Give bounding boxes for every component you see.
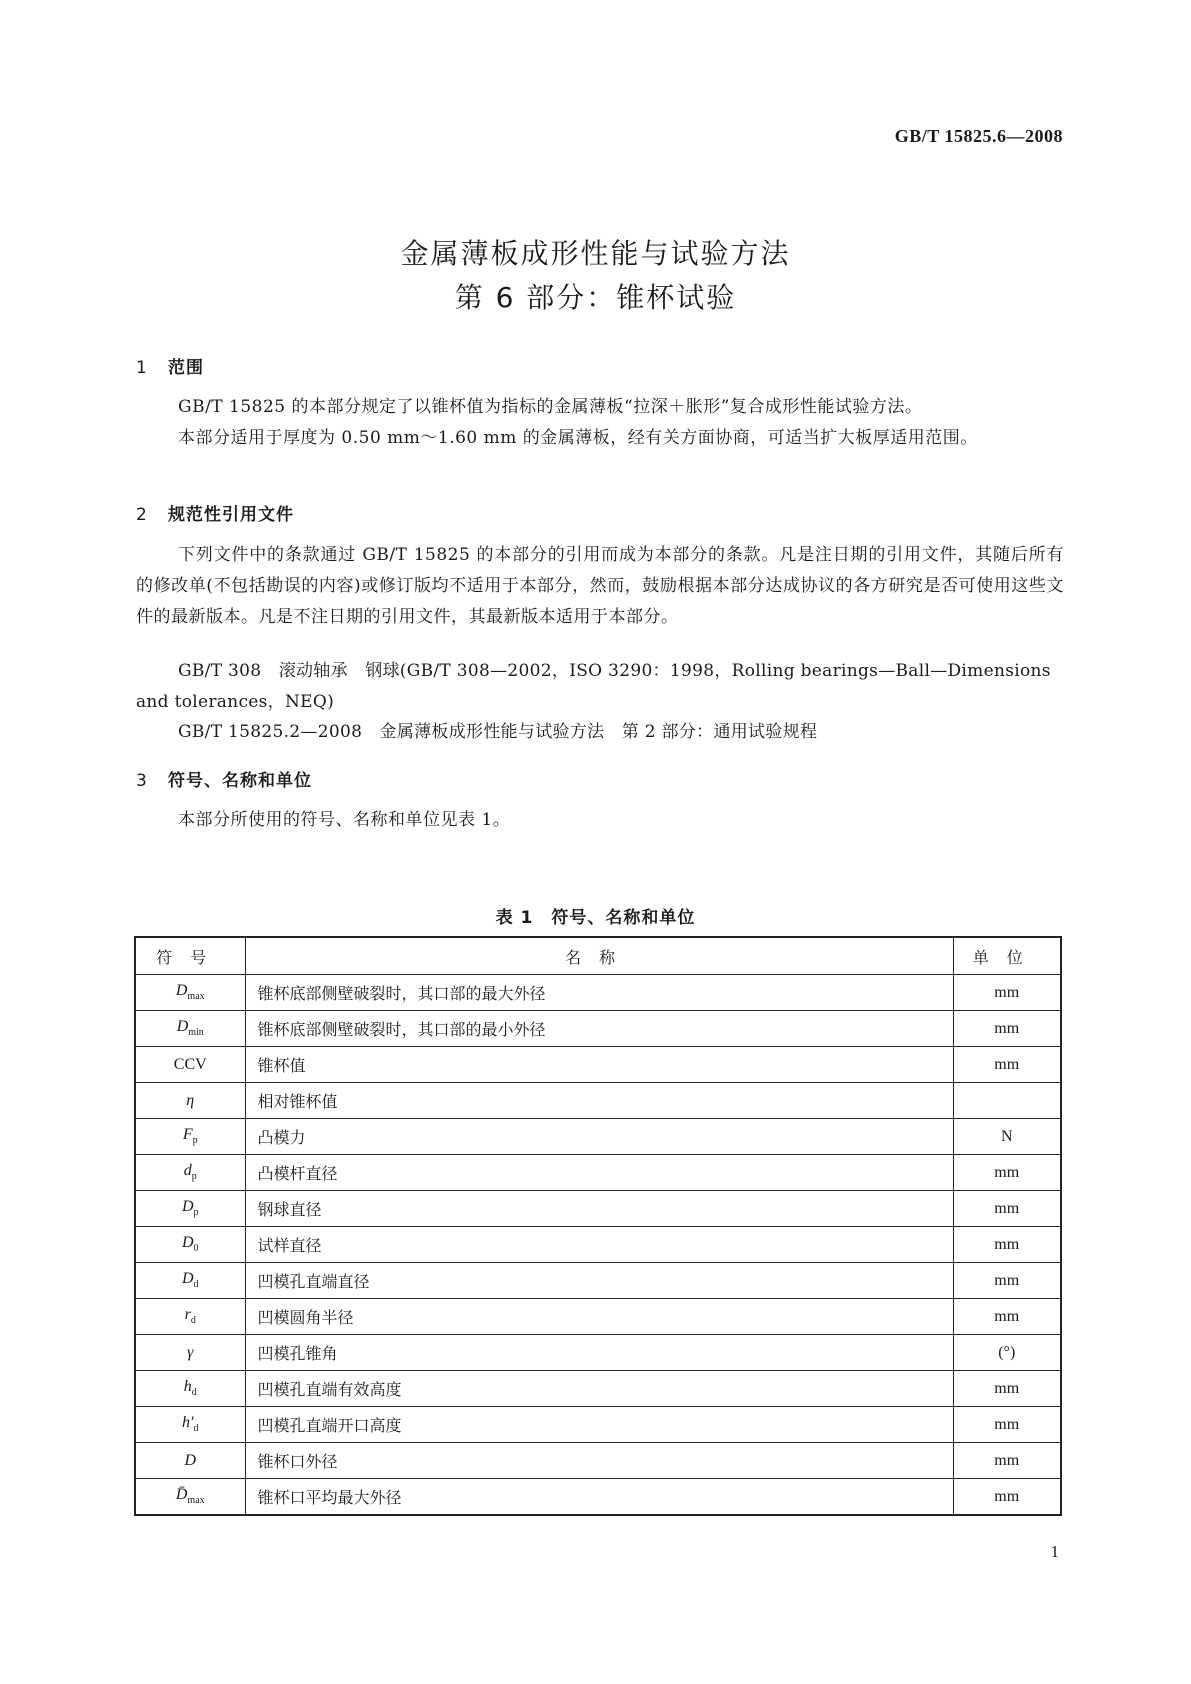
- unit-cell: N: [953, 1119, 1061, 1155]
- table-row: [135, 1011, 1061, 1047]
- symbol-letter: r: [184, 1306, 191, 1324]
- table-caption: 表 1 符号、名称和单位: [495, 908, 696, 928]
- unit-cell: mm: [953, 1299, 1061, 1335]
- name-cell: 凹模圆角半径: [245, 1299, 953, 1335]
- section-number: 1: [136, 358, 148, 378]
- symbol-subscript: d: [190, 1315, 196, 1327]
- unit-cell: mm: [953, 1227, 1061, 1263]
- paragraph: 本部分适用于厚度为 0.50 mm～1.60 mm 的金属薄板，经有关方面协商，可适当扩大板厚适用范围。: [178, 428, 978, 448]
- symbol-cell: [135, 1263, 245, 1299]
- table-row: [135, 1155, 1061, 1191]
- symbol-letter: d: [183, 1162, 192, 1180]
- header-unit: 单位: [953, 937, 1061, 975]
- table-row: [135, 1227, 1061, 1263]
- symbol-letter: D: [181, 1270, 194, 1288]
- symbol-letter: h′: [182, 1414, 194, 1432]
- unit-cell: mm: [953, 975, 1061, 1011]
- name-cell: 锥杯底部侧壁破裂时，其口部的最大外径: [245, 975, 953, 1011]
- symbol-letter: D: [175, 982, 188, 1000]
- table-row: [135, 1119, 1061, 1155]
- symbol-cell: [135, 1335, 245, 1371]
- symbol-subscript: max: [187, 991, 205, 1003]
- symbol-subscript: min: [188, 1027, 204, 1039]
- section-title: 规范性引用文件: [168, 505, 294, 525]
- symbol-cell: [135, 1011, 245, 1047]
- symbol-subscript: d: [191, 1387, 197, 1399]
- symbol-cell: [135, 1479, 245, 1516]
- table-row: [135, 1371, 1061, 1407]
- symbol-letter: CCV: [173, 1055, 207, 1073]
- symbol-subscript: p: [191, 1171, 197, 1183]
- symbol-letter: γ: [187, 1343, 194, 1361]
- symbol-letter: D: [176, 1018, 189, 1036]
- table-row: [135, 1191, 1061, 1227]
- symbol-cell: [135, 1227, 245, 1263]
- symbol-subscript: max: [187, 1495, 205, 1507]
- table-row: [135, 1479, 1061, 1516]
- name-cell: 凹模孔直端直径: [245, 1263, 953, 1299]
- document-subtitle: 第 6 部分：锥杯试验: [454, 281, 737, 314]
- symbol-letter: D: [181, 1198, 194, 1216]
- unit-cell: mm: [953, 1155, 1061, 1191]
- symbol-letter: D: [181, 1234, 194, 1252]
- paragraph: 下列文件中的条款通过 GB/T 15825 的本部分的引用而成为本部分的条款。凡是注日期的引用文件，其随后所有的修改单(不包括勘误的内容)或修订版均不适用于本部分，然而，鼓励根据本部分达成协议的各方研究是否可使用这些文件的最新版本。凡是不注日期的引用文件，其最新版本适用于本部分。: [136, 545, 1064, 627]
- symbol-subscript: p: [192, 1135, 198, 1147]
- name-cell: 凹模孔锥角: [245, 1335, 953, 1371]
- reference-code: GB/T 308: [178, 661, 262, 681]
- symbol-cell: [135, 1299, 245, 1335]
- name-cell: 锥杯值: [245, 1047, 953, 1083]
- name-cell: 锥杯底部侧壁破裂时，其口部的最小外径: [245, 1011, 953, 1047]
- symbol-cell: [135, 1155, 245, 1191]
- section-title: 符号、名称和单位: [168, 771, 312, 791]
- reference-item: [136, 656, 1064, 718]
- table-row: [135, 1407, 1061, 1443]
- paragraph: GB/T 15825 的本部分规定了以锥杯值为指标的金属薄板“拉深＋胀形”复合成形性能试验方法。: [178, 397, 923, 417]
- unit-cell: mm: [953, 1407, 1061, 1443]
- reference-title: 滚动轴承 钢球(GB/T 308—2002，ISO 3290：1998，Rolling bearings—Ball—Dimensions and tolerances，NEQ): [136, 661, 1051, 712]
- table-row: [135, 1335, 1061, 1371]
- unit-cell: mm: [953, 1443, 1061, 1479]
- reference-item: [136, 717, 1064, 748]
- unit-cell: mm: [953, 1263, 1061, 1299]
- reference-code: GB/T 15825.2—2008: [178, 722, 363, 742]
- name-cell: 凸模杆直径: [245, 1155, 953, 1191]
- page-number: 1: [1050, 1542, 1059, 1561]
- name-cell: 凸模力: [245, 1119, 953, 1155]
- section-2-heading: [136, 500, 294, 525]
- name-cell: 锥杯口外径: [245, 1443, 953, 1479]
- symbol-letter: D̄: [175, 1486, 188, 1504]
- table-row: [135, 1443, 1061, 1479]
- symbol-letter: D: [184, 1451, 197, 1469]
- name-cell: 钢球直径: [245, 1191, 953, 1227]
- header-name: 名称: [245, 937, 953, 975]
- name-cell: 锥杯口平均最大外径: [245, 1479, 953, 1516]
- symbol-cell: [135, 1047, 245, 1083]
- symbols-table: [134, 936, 1062, 1516]
- document-title: 金属薄板成形性能与试验方法: [400, 237, 791, 270]
- table-row: [135, 1083, 1061, 1119]
- symbol-cell: [135, 1443, 245, 1479]
- reference-title: 金属薄板成形性能与试验方法 第 2 部分：通用试验规程: [379, 722, 818, 742]
- symbol-subscript: p: [193, 1207, 199, 1219]
- section-3-heading: [136, 766, 312, 791]
- symbol-cell: [135, 1119, 245, 1155]
- header-symbol: 符号: [135, 937, 245, 975]
- name-cell: 相对锥杯值: [245, 1083, 953, 1119]
- unit-cell: [953, 1083, 1061, 1119]
- table-row: [135, 1047, 1061, 1083]
- symbol-subscript: 0: [193, 1243, 199, 1255]
- table-row: [135, 1263, 1061, 1299]
- symbol-cell: [135, 1407, 245, 1443]
- unit-cell: mm: [953, 1371, 1061, 1407]
- section-number: 2: [136, 505, 148, 525]
- symbol-cell: [135, 975, 245, 1011]
- table-header-row: [135, 937, 1061, 975]
- symbol-subscript: d: [193, 1423, 199, 1435]
- table-row: [135, 1299, 1061, 1335]
- section-1-heading: [136, 353, 204, 378]
- name-cell: 凹模孔直端开口高度: [245, 1407, 953, 1443]
- unit-cell: mm: [953, 1011, 1061, 1047]
- symbol-letter: h: [183, 1378, 192, 1396]
- symbol-cell: [135, 1083, 245, 1119]
- symbol-letter: F: [182, 1126, 193, 1144]
- unit-cell: mm: [953, 1479, 1061, 1516]
- name-cell: 试样直径: [245, 1227, 953, 1263]
- symbol-cell: [135, 1191, 245, 1227]
- table-row: [135, 975, 1061, 1011]
- symbol-letter: η: [186, 1091, 195, 1109]
- section-number: 3: [136, 771, 148, 791]
- section-title: 范围: [168, 358, 204, 378]
- symbol-cell: [135, 1371, 245, 1407]
- unit-cell: (°): [953, 1335, 1061, 1371]
- paragraph: 本部分所使用的符号、名称和单位见表 1。: [178, 810, 511, 830]
- unit-cell: mm: [953, 1191, 1061, 1227]
- name-cell: 凹模孔直端有效高度: [245, 1371, 953, 1407]
- standard-code: GB/T 15825.6—2008: [894, 126, 1063, 146]
- unit-cell: mm: [953, 1047, 1061, 1083]
- symbol-subscript: d: [193, 1279, 199, 1291]
